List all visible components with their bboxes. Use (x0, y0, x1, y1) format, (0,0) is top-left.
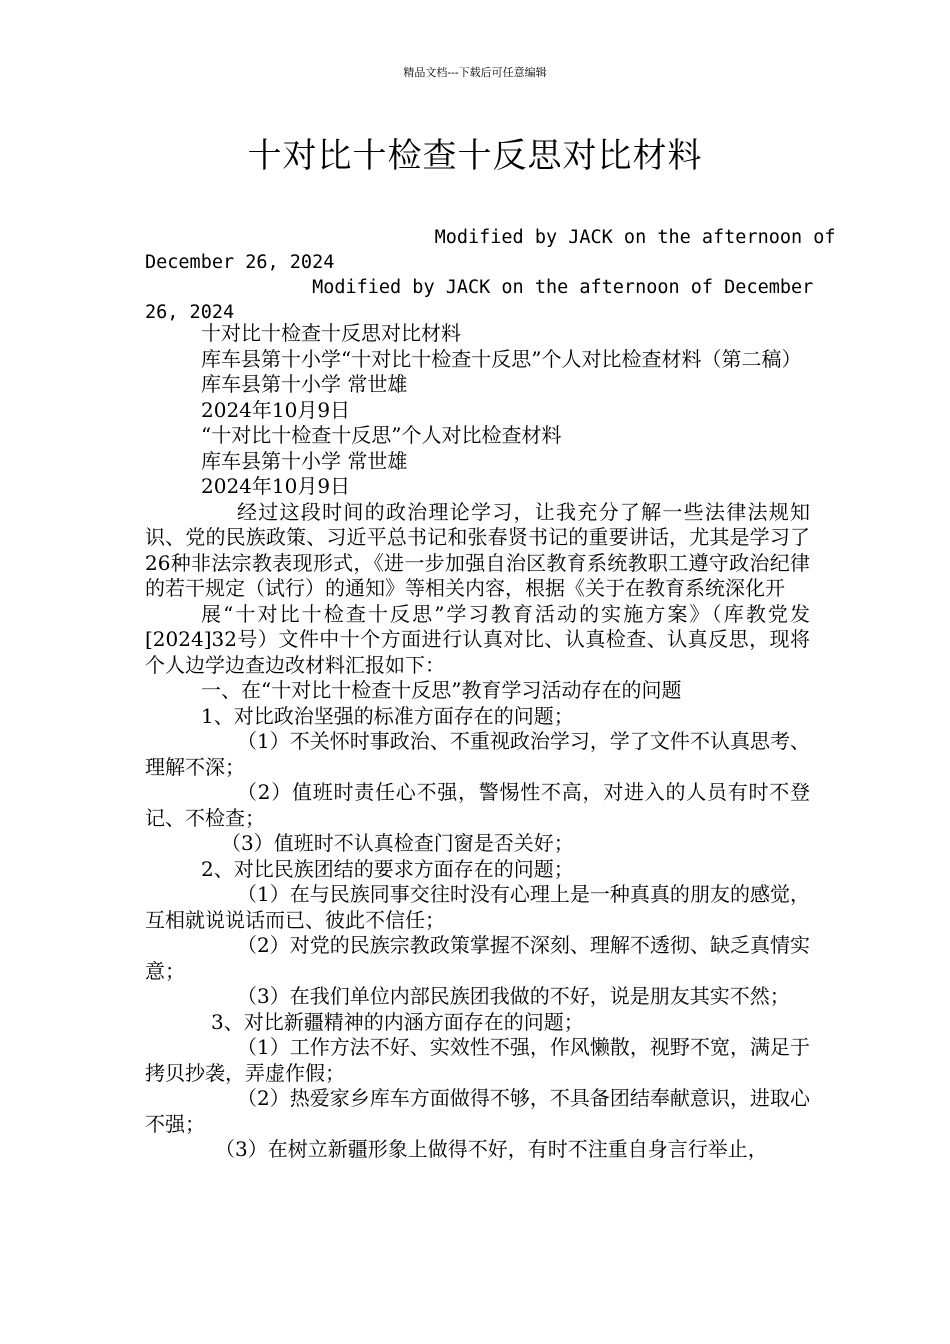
body-paragraph: （3）在我们单位内部民族团我做的不好，说是朋友其实不然； (237, 984, 790, 1008)
body-paragraph: （2）值班时责任心不强，警惕性不高，对进入的人员有时不登记、不检查； (145, 780, 810, 830)
body-paragraph: 展“十对比十检查十反思”学习教育活动的实施方案》（库教党发 [2024]32号）文件中十个方面进行认真对比、认真检查、认真反思，现将个人边学边查边改材料汇报如下： (145, 601, 810, 677)
modified-note-1-line1: Modified by JACK on the afternoon of (145, 227, 836, 248)
body-paragraph: 库车县第十小学“十对比十检查十反思”个人对比检查材料（第二稿） (201, 346, 802, 371)
modified-note-2-line2: 26, 2024 (145, 302, 235, 323)
body-paragraph: 十对比十检查十反思对比材料 (201, 321, 461, 345)
body-paragraph: （3）在树立新疆形象上做得不好，有时不注重自身言行举止， (215, 1137, 768, 1161)
page-header: 精品文档---下载后可任意编辑 (403, 66, 547, 79)
body-paragraph: 一、在“十对比十检查十反思”教育学习活动存在的问题 (201, 678, 682, 702)
body-paragraph: （1）不关怀时事政治、不重视政治学习，学了文件不认真思考、理解不深； (145, 729, 810, 779)
body-paragraph: 2024年10月9日 (201, 397, 351, 422)
modified-note-1 (145, 225, 836, 275)
body-paragraph: 库车县第十小学 常世雄 (201, 448, 408, 473)
body-paragraph: （2）对党的民族宗教政策掌握不深刻、理解不透彻、缺乏真情实意； (145, 933, 810, 983)
body-paragraph: 3、对比新疆精神的内涵方面存在的问题； (211, 1009, 584, 1034)
modified-note-1-line2: December 26, 2024 (145, 252, 335, 273)
body-paragraph: 库车县第十小学 常世雄 (201, 372, 408, 396)
body-paragraph: （1）工作方法不好、实效性不强，作风懒散，视野不宽，满足于拷贝抄袭，弄虚作假； (145, 1035, 810, 1085)
document-body (145, 321, 810, 1163)
modified-note-2-line1: Modified by JACK on the afternoon of December (145, 277, 814, 298)
body-paragraph: 1、对比政治坚强的标准方面存在的问题； (201, 703, 574, 728)
modified-note-2 (145, 275, 814, 325)
body-paragraph: （2）热爱家乡库车方面做得不够，不具备团结奉献意识，进取心不强； (145, 1086, 810, 1136)
body-paragraph: “十对比十检查十反思”个人对比检查材料 (201, 423, 562, 447)
body-paragraph: 经过这段时间的政治理论学习，让我充分了解一些法律法规知识、党的民族政策、习近平总书记和张春贤书记的重要讲话，尤其是学习了26种非法宗教表现形式，《进一步加强自治区教育系统教职工遵守政治纪律的若干规定（试行）的通知》等相关内容，根据《关于在教育系统深化开 (145, 499, 810, 600)
body-paragraph: 2、对比民族团结的要求方面存在的问题； (201, 856, 574, 881)
body-paragraph: （3）值班时不认真检查门窗是否关好； (221, 831, 574, 855)
body-paragraph: 2024年10月9日 (201, 474, 351, 498)
document-title: 十对比十检查十反思对比材料 (247, 136, 703, 176)
body-paragraph: （1）在与民族同事交往时没有心理上是一种真真的朋友的感觉，互相就说说话而已、彼此不信任； (145, 882, 810, 932)
